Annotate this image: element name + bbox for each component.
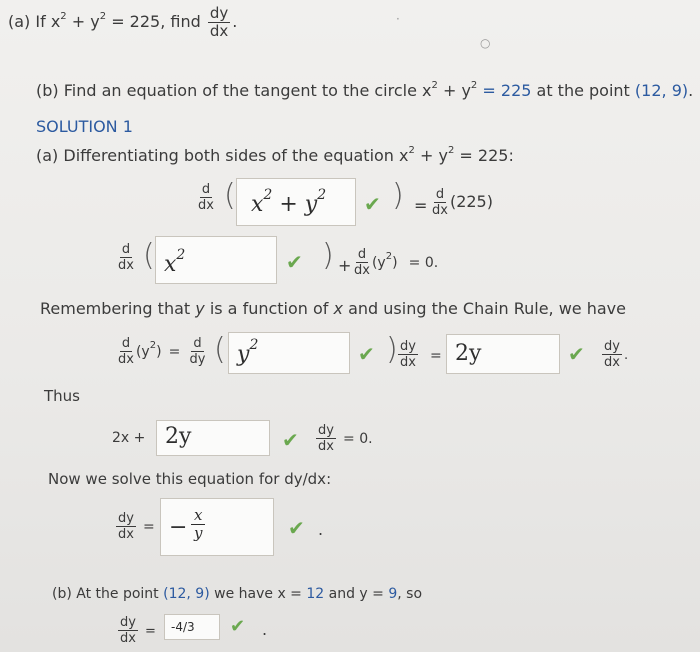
step2-rhs-d: d [357,247,367,262]
step3-answer-box-1[interactable] [228,332,350,374]
check-icon: ✔ [286,250,303,274]
step4-frac-den: dx [318,439,334,454]
decoration-dot: · [396,12,400,26]
step6-eq: = [145,624,156,639]
question-a-prefix: (a) If x [8,12,61,31]
step1-dx: dx [198,198,214,213]
step3-answer-sup: 2 [249,337,259,353]
question-a: (a) If $x^2 + y^2 = 225$, find $\frac{dy}{dx}$ . [8,4,238,40]
step3-frac-den: dx [400,355,416,370]
step1-d: d [201,182,211,197]
step5-ans-den: y [193,523,203,542]
step2-rhs-close: ) [392,255,398,271]
step4-eq0: = 0. [343,431,373,447]
step5-period: . [318,520,324,539]
check-icon: ✔ [358,342,375,366]
step3-lhs-close: ) [156,344,162,360]
step2-close-paren: ) [322,238,334,273]
step3-rhs-d: d [193,336,202,351]
step4-frac [314,424,373,453]
question-a-eq-rest: + y [71,12,100,31]
step3-frac [396,340,420,369]
step4-answer-box[interactable] [156,420,270,456]
step5-ans-num: x [191,507,205,525]
step1-rhs-dx: dx [432,203,448,218]
remember-mid: is a function of [209,299,329,318]
check-icon: ✔ [568,342,585,366]
step3-lhs-y: (y [135,344,150,360]
step3-dx: dx [118,352,134,367]
step1-answer-y: y [304,192,318,217]
remember-pre: Remembering that [40,299,191,318]
step3-end-den: dx [604,355,620,370]
step2-answer-x: x [164,252,177,277]
step6-period: . [262,620,268,639]
step3-eq: = [168,344,181,360]
step1-answer-box[interactable]: $x^2 + y^2$ [236,178,356,226]
question-a-fraction [208,6,230,39]
step2-answer-box[interactable] [155,236,277,284]
check-icon: ✔ [230,616,246,637]
question-b-plus-y: + y [442,81,471,100]
step3-d: d [121,336,131,351]
part-b-sol-xval: 12 [306,586,325,602]
part-b-solution [52,586,422,602]
step2-rhs-y: (y [371,255,386,271]
step5-lhs [114,512,155,541]
step2-plus: + [338,256,352,275]
step2-rhs-dx: dx [354,263,370,278]
thus-label: Thus [44,387,80,405]
step3-frac-num: dy [400,339,416,354]
check-icon: ✔ [282,428,299,452]
part-b-sol-point: (12, 9) [163,586,210,602]
step2-lhs-derivative [116,243,136,272]
step2-eq0: = 0. [408,255,439,271]
step2-answer-sup: 2 [176,247,186,263]
step2-dx: dx [118,258,134,273]
step3-close-paren: ) [386,332,398,367]
step4-frac-num: dy [318,423,334,438]
step5-minus: − [169,515,188,540]
diff-intro-text: (a) Differentiating both sides of the equation x [36,146,409,165]
step1-rhs-d: d [435,187,445,202]
step3-answer-box-2[interactable] [446,334,560,374]
question-b: (b) Find an equation of the tangent to the circle $x^2 + y^2 = 225$ at the point (12, 9). [36,80,694,100]
step3-answer2: 2y [455,341,482,366]
diff-intro-plus-y: + y [419,146,448,165]
step6-answer: -4/3 [171,620,195,634]
step6-lhs [116,616,156,645]
question-a-frac-num: dy [209,4,229,22]
step5-eq: = [143,519,155,535]
step6-answer-box[interactable] [164,614,220,640]
solve-text: Now we solve this equation for dy/dx: [48,470,332,488]
step6-frac-den: dx [120,631,136,646]
step3-open-paren: ( [214,332,226,367]
question-b-at-point: at the point [536,81,630,100]
remember-y: y [195,299,205,318]
step5-answer-box[interactable] [160,498,274,556]
step4-pre: 2x + [112,430,146,446]
step6-frac-num: dy [120,615,136,630]
step3-lhs: $\frac{d}{dx}$ $(y^2)$ = $\frac{d}{dy}$ [118,336,206,367]
remember-x: x [333,299,343,318]
question-b-period: . [688,81,694,100]
decoration-dot-2: ○ [480,36,491,50]
step3-answer-y: y [237,342,250,367]
step1-close-paren: ) [392,178,404,213]
step1-answer-plus: + [279,192,298,217]
step5-frac-num: dy [118,511,134,526]
part-b-sol-yval: 9 [388,586,398,602]
part-b-sol-so: , so [397,586,423,602]
step1-answer-x: x [251,192,264,217]
step1-open-paren: ( [224,178,236,213]
diff-intro: (a) Differentiating both sides of the equation $x^2 + y^2 = 225$: [36,145,514,165]
step3-frac-end: $\frac{dy}{dx}$ . [604,339,629,370]
part-b-sol-and: and y = [328,586,384,602]
question-b-point: (12, 9) [634,81,689,100]
remember-text [40,299,626,318]
check-icon: ✔ [288,516,305,540]
step5-frac-den: dx [118,527,134,542]
step3-rhs-dy: dy [189,352,206,367]
solution-heading: SOLUTION 1 [36,117,133,136]
step1-rhs [430,188,493,217]
remember-post: and using the Chain Rule, we have [348,299,626,318]
step1-rhs-value: (225) [449,192,493,211]
step1-lhs-derivative [196,183,216,212]
question-a-eq-end: = 225, find [111,12,201,31]
step2-open-paren: ( [143,238,155,273]
step3-eq2: = [430,348,442,364]
question-b-text: (b) Find an equation of the tangent to the circle x [36,81,432,100]
step3-end-num: dy [604,339,620,354]
question-b-eq-val: = 225 [482,81,532,100]
step2-d: d [121,242,131,257]
step2-rhs: $\frac{d}{dx}$ $(y^2) = 0$. [354,247,439,278]
question-a-frac-den: dx [209,22,229,40]
question-a-period: . [232,12,238,31]
check-icon: ✔ [364,192,381,216]
step1-answer-sup: 2 [263,187,273,203]
step1-equals: = [414,196,428,215]
part-b-sol-pre: (b) At the point [52,586,159,602]
step4-answer: 2y [165,424,192,449]
diff-intro-eq: = 225: [459,146,514,165]
part-b-sol-mid: we have x = [214,586,302,602]
